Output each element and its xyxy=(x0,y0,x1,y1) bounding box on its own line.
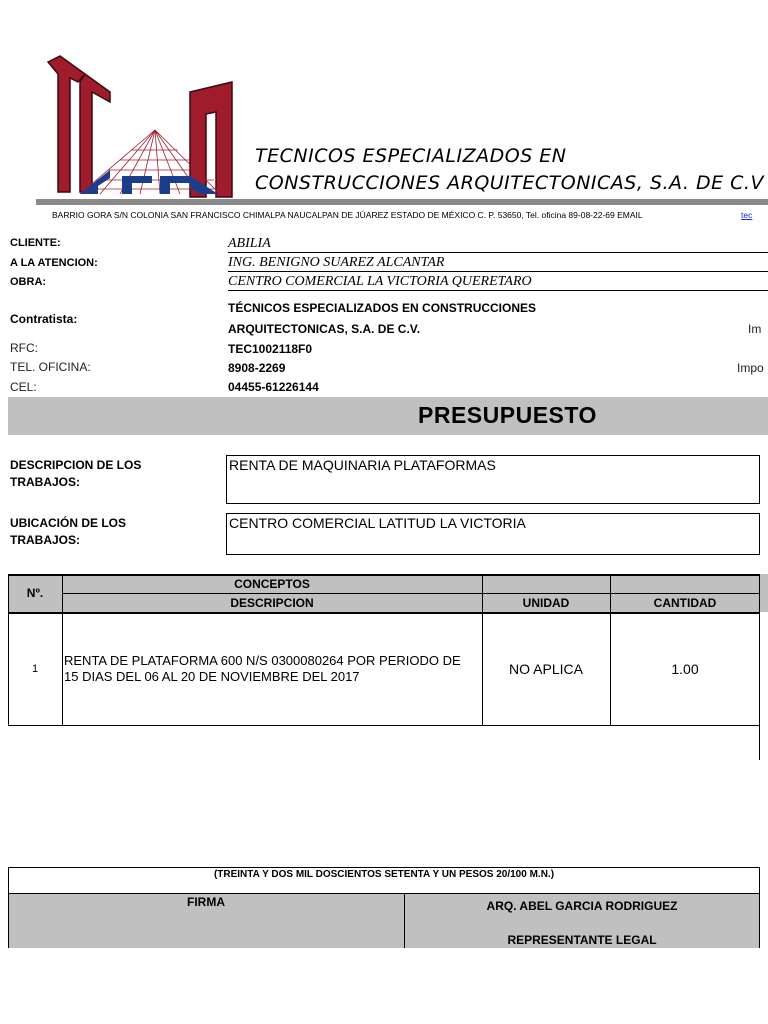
table-bottom-border xyxy=(8,725,760,726)
row-unidad: NO APLICA xyxy=(509,661,583,677)
firma-label: FIRMA xyxy=(187,895,225,909)
row-descripcion: RENTA DE PLATAFORMA 600 N/S 0300080264 POR PERIODO DE 15 DIAS DEL 06 AL 20 DE NOVIEMBRE DEL 2017 xyxy=(64,653,461,684)
tel-label: TEL. OFICINA: xyxy=(10,360,91,374)
contratista-line2: ARQUITECTONICAS, S.A. DE C.V. xyxy=(228,322,421,336)
ubicacion-label: UBICACIÓN DE LOS TRABAJOS: xyxy=(10,516,127,547)
atencion-value: ING. BENIGNO SUAREZ ALCANTAR xyxy=(228,255,768,272)
footer-top-border xyxy=(8,867,760,868)
contratista-label: Contratista: xyxy=(10,312,78,326)
signer-name: ARQ. ABEL GARCIA RODRIGUEZ xyxy=(486,899,678,913)
descripcion-value: RENTA DE MAQUINARIA PLATAFORMAS xyxy=(226,455,760,504)
contratista-line1: TÉCNICOS ESPECIALIZADOS EN CONSTRUCCIONES xyxy=(228,301,537,315)
company-email-link[interactable]: tec xyxy=(741,210,753,220)
col-header-cantidad: CANTIDAD xyxy=(653,596,717,610)
rfc-value: TEC1002118F0 xyxy=(228,342,313,356)
amount-in-words: (TREINTA Y DOS MIL DOSCIENTOS SETENTA Y UN PESOS 20/100 M.N.) xyxy=(213,869,555,880)
title-bar xyxy=(8,397,768,435)
header-rule xyxy=(36,199,768,205)
table-header-bottom xyxy=(8,612,760,614)
company-address: BARRIO GORA S/N COLONIA SAN FRANCISCO CHIMALPA NAUCALPAN DE JÚAREZ ESTADO DE MÉXICO C. P. 53650, Tel. oficina 89-08-22-69 EMAIL xyxy=(52,210,643,220)
col-header-unidad: UNIDAD xyxy=(522,596,570,610)
col-header-conceptos: CONCEPTOS xyxy=(234,577,310,591)
col-header-no: Nº. xyxy=(26,586,44,600)
col-header-descripcion: DESCRIPCION xyxy=(230,596,314,610)
importe-fragment-2: Impo xyxy=(737,361,764,375)
importe-fragment-1: Im xyxy=(748,322,762,336)
descripcion-label: DESCRIPCION DE LOS TRABAJOS: xyxy=(10,458,142,489)
obra-label: OBRA: xyxy=(10,276,47,288)
page-title: PRESUPUESTO xyxy=(418,402,597,428)
atencion-label: A LA ATENCION: xyxy=(10,257,98,269)
company-logo xyxy=(40,52,240,202)
tel-value: 8908-2269 xyxy=(228,361,286,375)
signer-title: REPRESENTANTE LEGAL xyxy=(507,933,657,947)
footer-mid-border xyxy=(8,893,760,894)
cel-label: CEL: xyxy=(10,380,37,394)
row-no: 1 xyxy=(31,663,39,675)
cliente-label: CLIENTE: xyxy=(10,237,61,249)
obra-value: CENTRO COMERCIAL LA VICTORIA QUERETARO xyxy=(228,274,768,291)
company-name-line2: CONSTRUCCIONES ARQUITECTONICAS, S.A. DE C.V xyxy=(255,172,764,194)
company-name-line1: TECNICOS ESPECIALIZADOS EN xyxy=(255,145,567,167)
tec-building-perspective-logo xyxy=(40,52,240,202)
cliente-value: ABILIA xyxy=(228,236,768,253)
ubicacion-value: CENTRO COMERCIAL LATITUD LA VICTORIA xyxy=(226,513,760,555)
cel-value: 04455-61226144 xyxy=(228,380,319,394)
row-cantidad: 1.00 xyxy=(671,661,699,677)
table-header-mid xyxy=(62,593,760,594)
rfc-label: RFC: xyxy=(10,341,38,355)
table-top-border xyxy=(8,574,760,576)
